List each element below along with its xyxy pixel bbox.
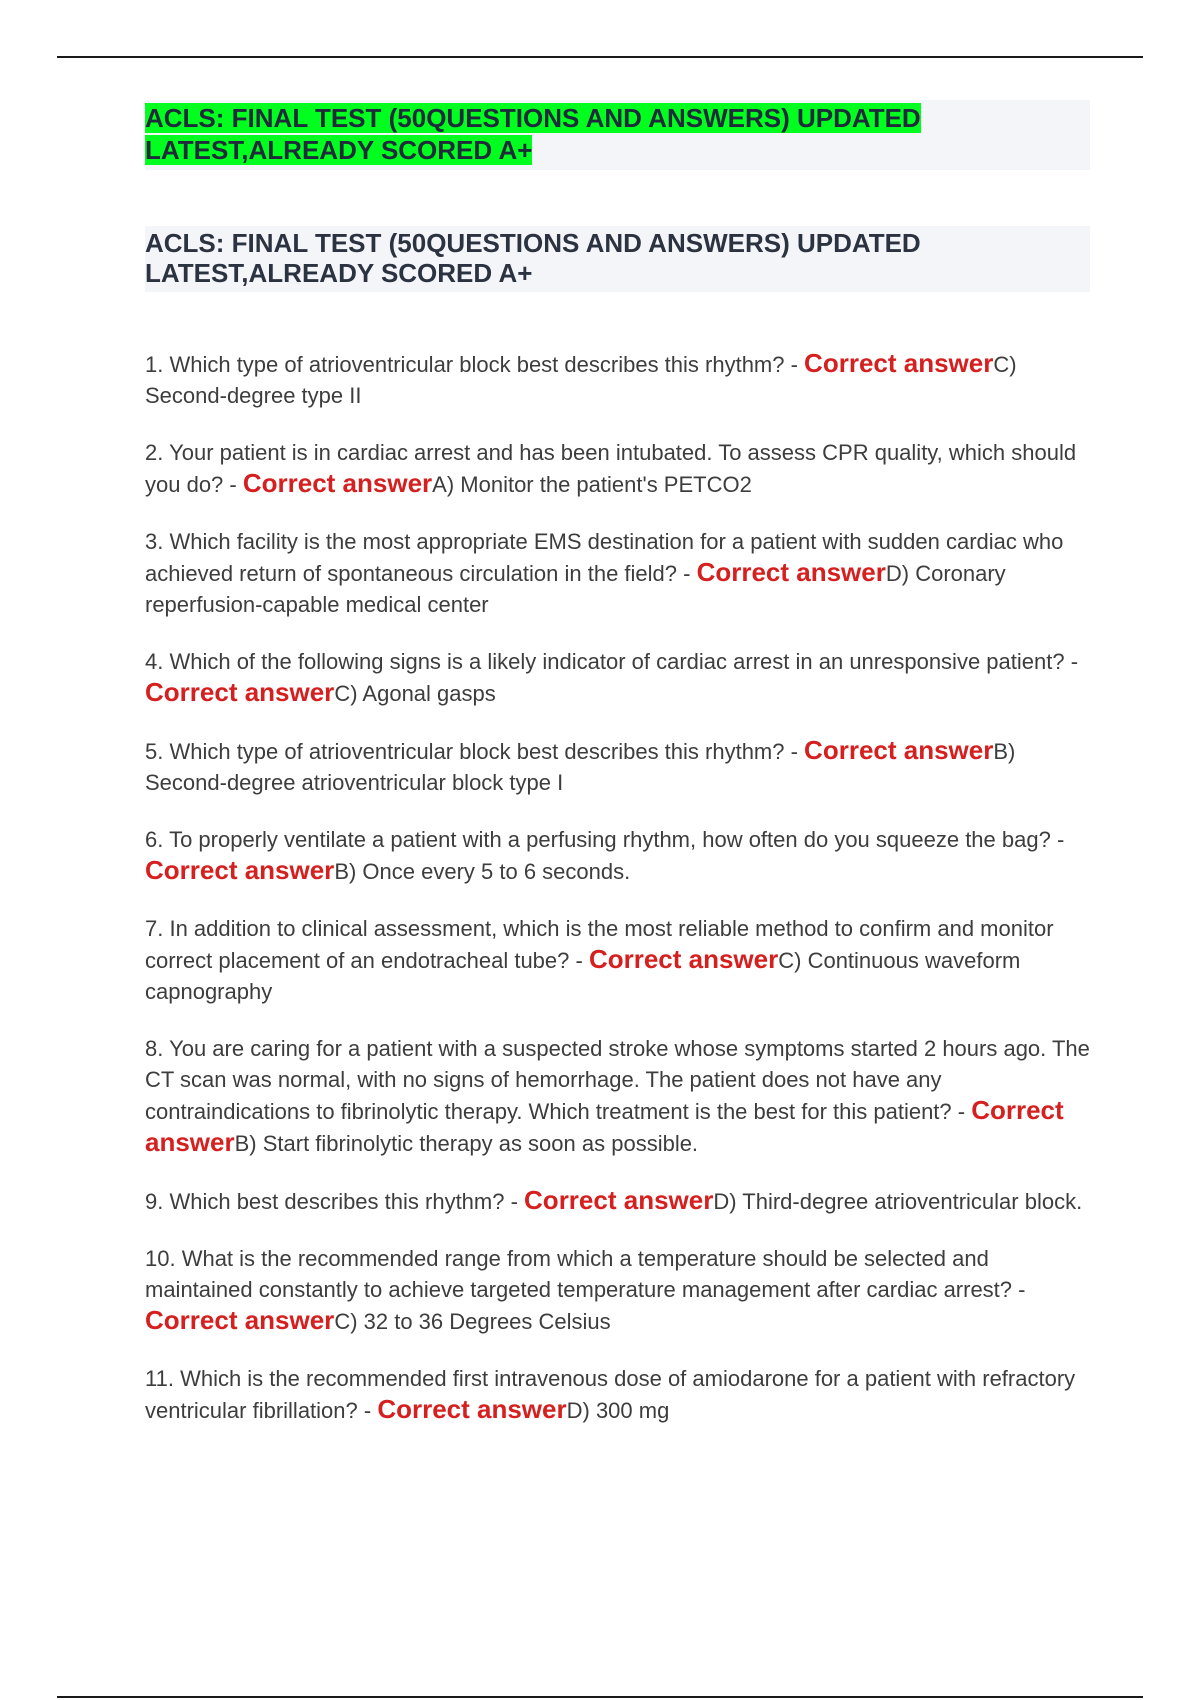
correct-answer-label: Correct answer: [145, 1095, 1064, 1157]
highlighted-title-text: ACLS: FINAL TEST (50QUESTIONS AND ANSWERS) UPDATED LATEST,ALREADY SCORED A+: [145, 103, 921, 165]
question-item: [145, 526, 1090, 620]
answer-text: B) Start fibrinolytic therapy as soon as possible.: [234, 1131, 699, 1156]
correct-answer-label: Correct answer: [804, 735, 994, 765]
question-text: 3. Which facility is the most appropriate EMS destination for a patient with sudden cardiac who achieved return of spontaneous circulation in the field? -: [145, 529, 1064, 586]
question-item: [145, 646, 1090, 709]
question-item: [145, 1243, 1090, 1337]
correct-answer-label: Correct answer: [524, 1185, 714, 1215]
question-text: 11. Which is the recommended first intravenous dose of amiodarone for a patient with refractory ventricular fibrillation? -: [145, 1366, 1076, 1423]
answer-text: D) Third-degree atrioventricular block.: [713, 1189, 1083, 1214]
bottom-rule: [57, 1696, 1143, 1698]
question-item: [145, 1363, 1090, 1426]
question-text: 9. Which best describes this rhythm? -: [145, 1189, 525, 1214]
correct-answer-label: Correct answer: [588, 944, 779, 974]
correct-answer-label: Correct answer: [696, 557, 886, 587]
answer-text: D) Coronary reperfusion-capable medical center: [145, 561, 1006, 617]
answer-text: B) Second-degree atrioventricular block type I: [145, 739, 1016, 795]
question-item: [145, 1033, 1090, 1159]
correct-answer-label: Correct answer: [145, 1305, 335, 1335]
question-text: 10. What is the recommended range from which a temperature should be selected and maintained constantly to achieve targeted temperature management after cardiac arrest? -: [145, 1246, 1026, 1302]
question-text: 2. Your patient is in cardiac arrest and has been intubated. To assess CPR quality, which should you do? -: [145, 440, 1077, 497]
question-item: [145, 735, 1090, 798]
answer-text: A) Monitor the patient's PETCO2: [432, 472, 752, 497]
answer-text: C) Continuous waveform capnography: [145, 948, 1021, 1004]
answer-text: C) Agonal gasps: [334, 681, 496, 706]
correct-answer-label: Correct answer: [377, 1394, 567, 1424]
correct-answer-label: Correct answer: [804, 348, 994, 378]
question-text: 4. Which of the following signs is a likely indicator of cardiac arrest in an unresponsive patient? -: [145, 649, 1079, 674]
answer-text: D) 300 mg: [566, 1398, 670, 1423]
answer-text: C) Second-degree type II: [145, 352, 1017, 408]
question-item: [145, 348, 1090, 411]
top-rule: [57, 56, 1143, 58]
answer-text: B) Once every 5 to 6 seconds.: [334, 859, 631, 884]
answer-text: C) 32 to 36 Degrees Celsius: [334, 1309, 611, 1334]
question-text: 6. To properly ventilate a patient with a perfusing rhythm, how often do you squeeze the bag? -: [145, 827, 1065, 852]
question-item: [145, 913, 1090, 1007]
question-text: 7. In addition to clinical assessment, which is the most reliable method to confirm and monitor correct placement of an endotracheal tube? -: [145, 916, 1054, 973]
correct-answer-label: Correct answer: [242, 468, 433, 498]
question-text: 8. You are caring for a patient with a suspected stroke whose symptoms started 2 hours ago. The CT scan was normal, with no signs of hemorrhage. The patient does not have any contraindications to fibrinolytic therapy. Which treatment is the best for this patient? -: [145, 1036, 1090, 1124]
heading-title-band: [145, 226, 1090, 292]
highlighted-title-band: [145, 100, 1090, 170]
question-item: [145, 1185, 1090, 1217]
page-title: ACLS: FINAL TEST (50QUESTIONS AND ANSWERS) UPDATED LATEST,ALREADY SCORED A+: [145, 228, 921, 288]
question-text: 1. Which type of atrioventricular block best describes this rhythm? -: [145, 352, 805, 377]
document-page: [145, 100, 1090, 1452]
question-item: [145, 437, 1090, 500]
correct-answer-label: Correct answer: [145, 855, 335, 885]
correct-answer-label: Correct answer: [145, 677, 335, 707]
question-list: [145, 348, 1090, 1426]
question-text: 5. Which type of atrioventricular block best describes this rhythm? -: [145, 739, 805, 764]
highlighted-title: [145, 102, 1090, 166]
question-item: [145, 824, 1090, 887]
